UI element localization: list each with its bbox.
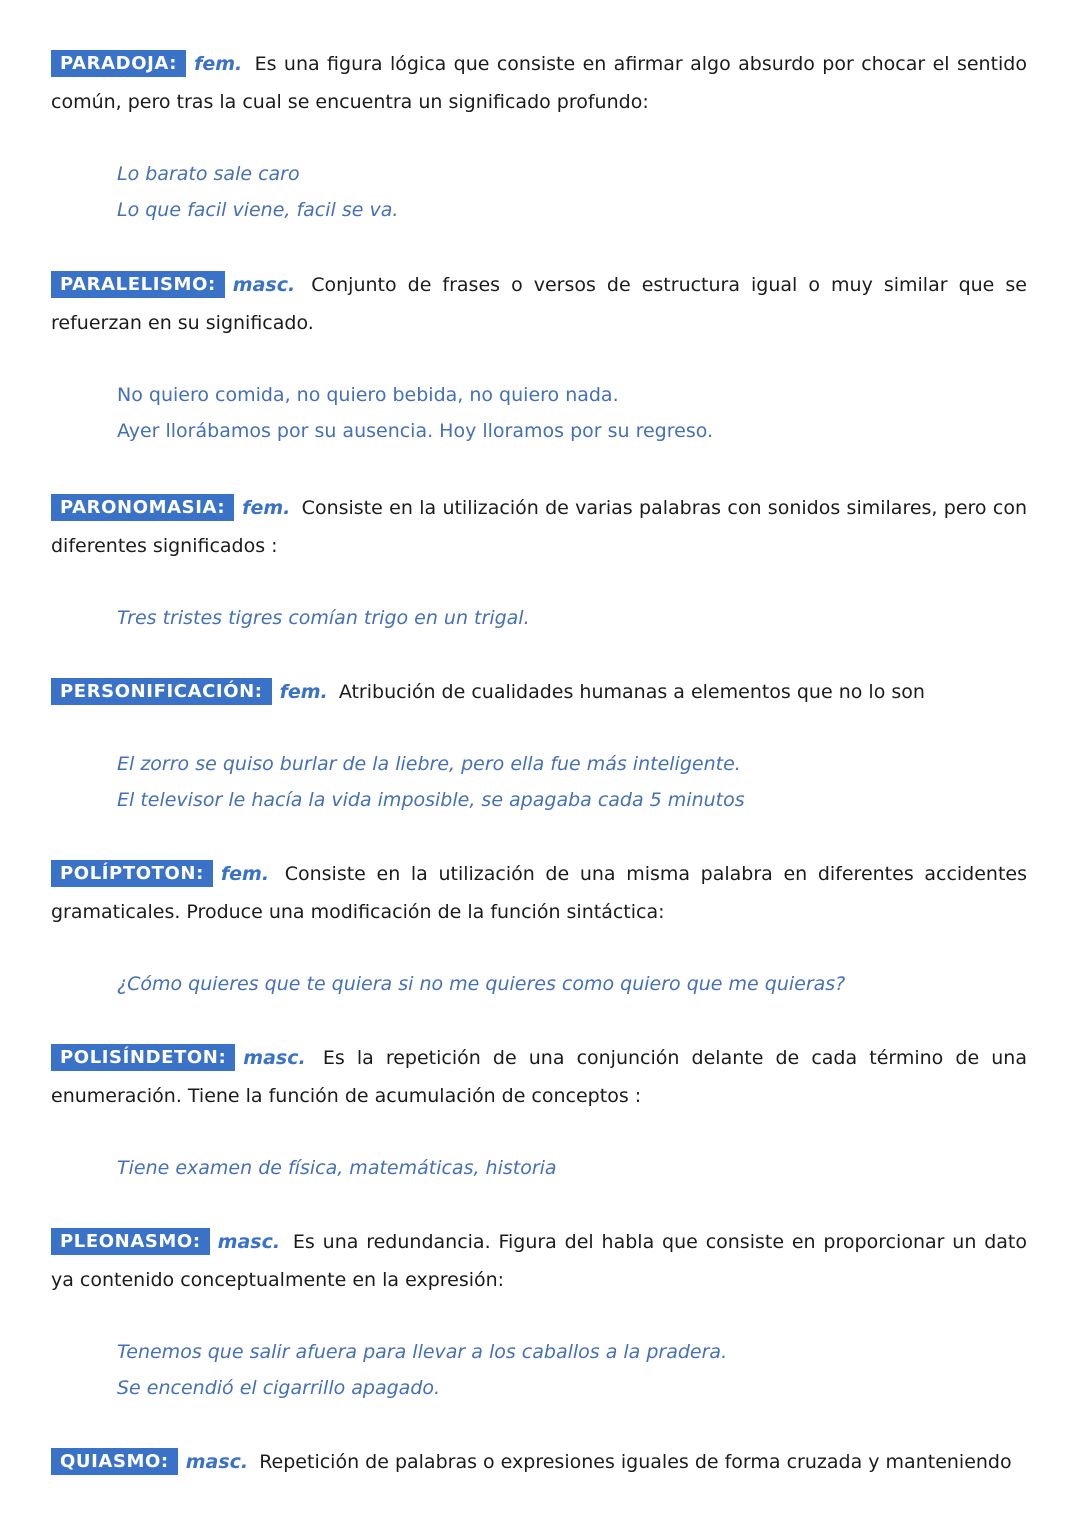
term-label: QUIASMO: bbox=[51, 1448, 178, 1475]
definition-paragraph bbox=[51, 673, 1027, 711]
gender-label: fem. bbox=[242, 497, 291, 519]
example-line: Tres tristes tigres comían trigo en un trigal. bbox=[117, 607, 530, 629]
term-label: PARALELISMO: bbox=[51, 271, 225, 298]
term-label: PARADOJA: bbox=[51, 50, 186, 77]
entry-paradoja bbox=[51, 45, 1027, 228]
entry-polisindeton bbox=[51, 1039, 1027, 1186]
example-line: No quiero comida, no quiero bebida, no quiero nada. bbox=[117, 384, 619, 406]
definition-text: Atribución de cualidades humanas a elementos que no lo son bbox=[338, 681, 925, 703]
definition-text: Conjunto de frases o versos de estructura igual o muy similar que se refuerzan en su significado. bbox=[51, 274, 1027, 334]
entry-personificacion bbox=[51, 673, 1027, 818]
definition-paragraph bbox=[51, 489, 1027, 565]
example-line: El zorro se quiso burlar de la liebre, pero ella fue más inteligente. bbox=[117, 753, 741, 775]
term-label: PARONOMASIA: bbox=[51, 494, 234, 521]
gender-label: masc. bbox=[243, 1047, 306, 1069]
examples-block bbox=[117, 966, 1027, 1002]
definition-text: Consiste en la utilización de varias palabras con sonidos similares, pero con diferentes significados : bbox=[51, 497, 1027, 557]
entry-quiasmo bbox=[51, 1443, 1027, 1481]
example-line: Lo barato sale caro bbox=[117, 163, 300, 185]
definition-paragraph bbox=[51, 855, 1027, 931]
gender-label: masc. bbox=[217, 1231, 281, 1253]
examples-block bbox=[117, 1334, 1027, 1406]
examples-block bbox=[117, 746, 1027, 818]
entry-poliptoton bbox=[51, 855, 1027, 1002]
term-label: POLISÍNDETON: bbox=[51, 1044, 235, 1071]
example-line: Tiene examen de física, matemáticas, historia bbox=[117, 1157, 557, 1179]
example-line: El televisor le hacía la vida imposible, se apagaba cada 5 minutos bbox=[117, 789, 745, 811]
gender-label: fem. bbox=[194, 53, 243, 75]
definition-paragraph bbox=[51, 1443, 1027, 1481]
examples-block bbox=[117, 377, 1027, 449]
definition-paragraph bbox=[51, 45, 1027, 121]
example-line: Se encendió el cigarrillo apagado. bbox=[117, 1377, 441, 1399]
gender-label: masc. bbox=[185, 1451, 249, 1473]
definition-text: Es la repetición de una conjunción delante de cada término de una enumeración. Tiene la función de acumulación de conceptos : bbox=[51, 1047, 1027, 1107]
definition-text: Consiste en la utilización de una misma palabra en diferentes accidentes gramaticales. Produce una modificación de la función sintáctica: bbox=[51, 863, 1028, 923]
definition-text: Repetición de palabras o expresiones iguales de forma cruzada y manteniendo bbox=[259, 1451, 1012, 1473]
entry-pleonasmo bbox=[51, 1223, 1027, 1406]
definition-text: Es una redundancia. Figura del habla que consiste en proporcionar un dato ya contenido conceptualmente en la expresión: bbox=[51, 1231, 1027, 1291]
examples-block bbox=[117, 600, 1027, 636]
definition-paragraph bbox=[51, 1039, 1027, 1115]
term-label: PLEONASMO: bbox=[51, 1228, 210, 1255]
example-line: Tenemos que salir afuera para llevar a los caballos a la pradera. bbox=[117, 1341, 728, 1363]
example-line: Ayer llorábamos por su ausencia. Hoy lloramos por su regreso. bbox=[117, 420, 714, 442]
entry-paralelismo bbox=[51, 266, 1027, 449]
example-line: Lo que facil viene, facil se va. bbox=[117, 199, 399, 221]
definition-paragraph bbox=[51, 266, 1027, 342]
gender-label: masc. bbox=[232, 274, 296, 296]
term-label: PERSONIFICACIÓN: bbox=[51, 678, 272, 705]
entry-paronomasia bbox=[51, 489, 1027, 636]
definition-paragraph bbox=[51, 1223, 1027, 1299]
term-label: POLÍPTOTON: bbox=[51, 860, 213, 887]
examples-block bbox=[117, 1150, 1027, 1186]
examples-block bbox=[117, 156, 1027, 228]
example-line: ¿Cómo quieres que te quiera si no me quieres como quiero que me quieras? bbox=[117, 973, 846, 995]
definition-text: Es una figura lógica que consiste en afirmar algo absurdo por chocar el sentido común, pero tras la cual se encuentra un significado profundo: bbox=[51, 53, 1027, 113]
gender-label: fem. bbox=[279, 681, 328, 703]
gender-label: fem. bbox=[220, 863, 270, 885]
